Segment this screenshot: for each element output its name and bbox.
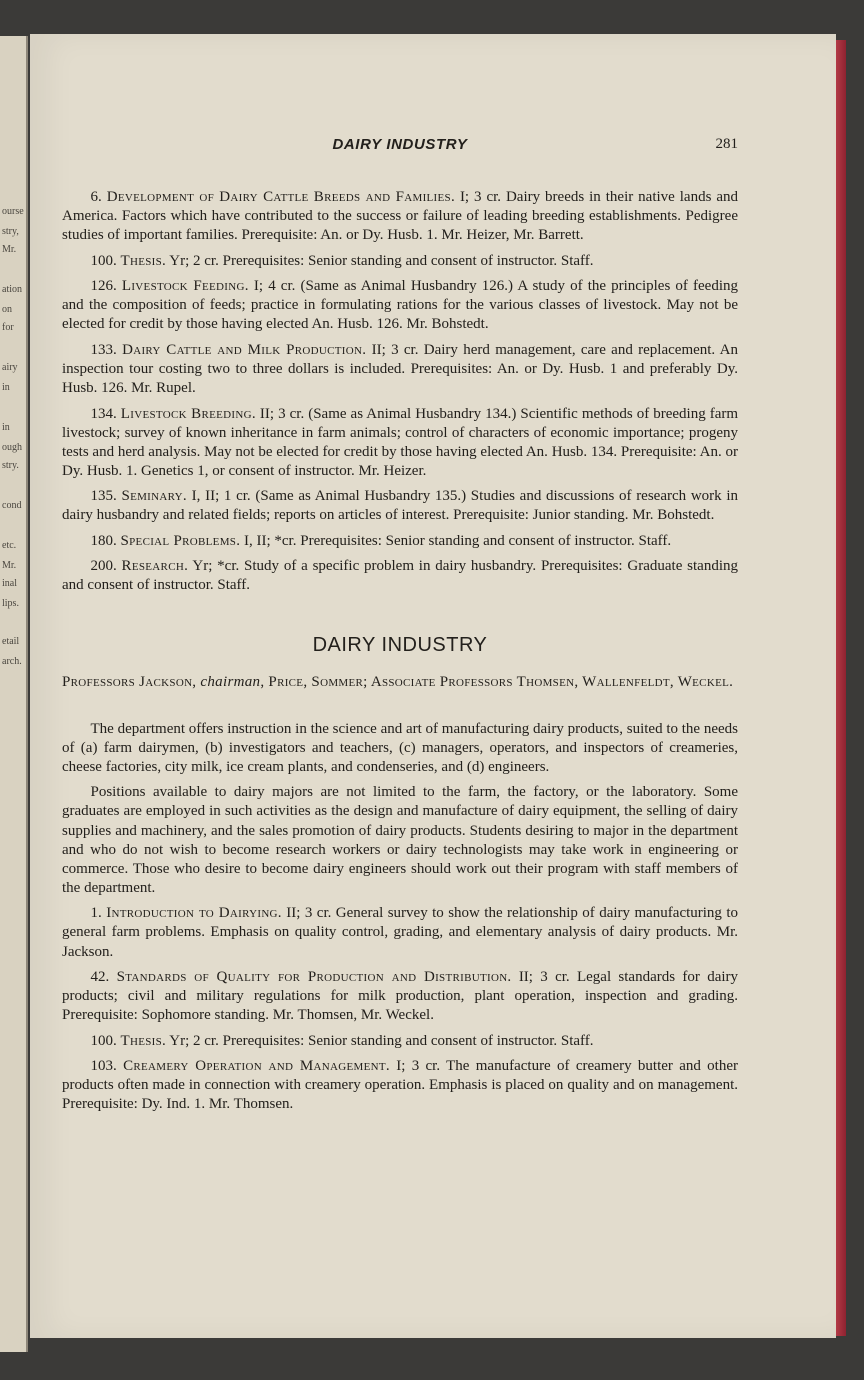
margin-fragment: Mr. [2, 244, 17, 255]
book-page [30, 34, 836, 1338]
course-number: 42. [90, 969, 110, 985]
course-description: II; 3 cr. General survey to show the relationship of dairy manufacturing to general farm problems. Emphasis on quality control, grading, and elementary analysis of dairy products. Mr. Jackson. [62, 905, 739, 960]
course-entry [62, 1057, 738, 1114]
margin-fragment: cond [2, 500, 22, 511]
course-title: Creamery Operation and Management. [123, 1058, 390, 1075]
course-entry [62, 1032, 738, 1051]
course-description: I; 3 cr. The manufacture of creamery butter and other products often made in connection with creamery operation. Emphasis is placed on quality and on management. Prerequisite: Dy. Ind. 1. Mr. Thomsen. [62, 1058, 738, 1113]
course-entry [62, 968, 738, 1025]
course-description: Yr; 2 cr. Prerequisites: Senior standing and consent of instructor. Staff. [169, 252, 594, 269]
course-number: 200. [90, 558, 117, 575]
page-body [62, 188, 738, 1121]
course-description: I; 3 cr. Dairy breeds in their native lands and America. Factors which have contributed to the success or failure of leading breeding establishments. Pedigree studies of important families. Prerequisite: An. or Dy. Husb. 1. Mr. Heizer, Mr. Barrett. [62, 189, 738, 244]
page-number: 281 [715, 136, 738, 152]
margin-fragment: for [2, 322, 14, 333]
margin-fragment: etail [2, 636, 20, 647]
course-number: 135. [90, 488, 117, 505]
course-entry [62, 557, 738, 595]
page-edge [836, 40, 846, 1336]
margin-fragment: stry, [2, 226, 19, 237]
course-title: Livestock Feeding. [121, 278, 249, 295]
course-entry [62, 487, 738, 525]
margin-fragment: inal [2, 578, 17, 589]
section-heading: DAIRY INDUSTRY [312, 633, 488, 656]
course-description: I, II; *cr. Prerequisites: Senior standing and consent of instructor. Staff. [244, 532, 672, 549]
course-title: Introduction to Dairying. [106, 905, 282, 922]
course-number: 134. [90, 405, 117, 422]
course-description: I, II; 1 cr. (Same as Animal Husbandry 135.) Studies and discussions of research work in dairy husbandry and related fields; reports on articles of interest. Prerequisite: Junior standing. Mr. Bohstedt. [62, 488, 739, 524]
course-entry [62, 405, 738, 481]
faculty-professors: Professors Jackson, [62, 673, 201, 690]
course-title: Dairy Cattle and Milk Production. [122, 341, 367, 358]
course-number: 100. [90, 252, 117, 269]
course-title: Special Problems. [120, 532, 241, 549]
margin-fragment: in [2, 422, 10, 433]
course-title: Thesis. [120, 1032, 167, 1049]
course-list-dairy-husbandry [62, 188, 738, 596]
margin-fragment: etc. [2, 540, 17, 551]
course-number: 1. [90, 905, 102, 922]
margin-fragment: ation [2, 284, 22, 295]
course-list-dairy-industry [62, 904, 738, 1114]
facing-page-edge [0, 36, 28, 1352]
course-title: Research. [121, 558, 189, 575]
running-title: DAIRY INDUSTRY [332, 136, 468, 153]
margin-fragment: ough [2, 442, 22, 453]
course-number: 100. [90, 1032, 117, 1049]
course-title: Standards of Quality for Production and Distribution. [116, 969, 512, 985]
faculty-rest: , Price, Sommer; Associate Professors Thomsen, Wallenfeldt, Weckel. [260, 673, 734, 690]
intro-paragraph: The department offers instruction in the science and art of manufacturing dairy products, suited to the needs of (a) farm dairymen, (b) investigators and teachers, (c) managers, operators, and inspectors of creameries, cheese factories, city milk, ice cream plants, and condenseries, and (d) engineers. [62, 720, 738, 775]
margin-fragment: Mr. [2, 560, 17, 571]
course-number: 133. [90, 341, 117, 358]
course-description: I; 4 cr. (Same as Animal Husbandry 126.) A study of the principles of feeding and the composition of feeds; practice in formulating rations for the various classes of livestock. May not be elected for credit by those having elected An. Husb. 126. Mr. Bohstedt. [62, 278, 739, 333]
margin-fragment: lips. [2, 598, 19, 609]
course-entry [62, 252, 738, 271]
margin-fragment: stry. [2, 460, 19, 471]
course-number: 126. [90, 278, 117, 295]
margin-fragment: airy [2, 362, 18, 373]
margin-fragment: on [2, 304, 12, 315]
running-header [62, 136, 738, 156]
positions-paragraph: Positions available to dairy majors are not limited to the farm, the factory, or the laboratory. Some graduates are employed in such activities as the design and manufacture of dairy equipment, the selling of dairy supplies and machinery, and the sales promotion of dairy products. Students desiring to major in the department and who do not wish to become research workers or dairy technologists may take work in engineering or commerce. Those who desire to become dairy engineers should work out their program with staff members of the department. [62, 784, 738, 896]
course-entry [62, 532, 738, 551]
faculty-chairman: chairman [200, 673, 261, 690]
course-entry [62, 188, 738, 245]
course-title: Development of Dairy Cattle Breeds and Families. [106, 189, 455, 205]
course-description: II; 3 cr. Legal standards for dairy products; civil and military regulations for milk production, plant operation, inspection and grading. Prerequisite: Sophomore standing. Mr. Thomsen, Mr. Weckel. [62, 969, 739, 1024]
course-entry [62, 904, 738, 961]
margin-fragment: in [2, 382, 10, 393]
course-description: II; 3 cr. Dairy herd management, care and replacement. An inspection tour costing two to three dollars is included. Prerequisites: An. or Dy. Husb. 1 and preferably Dy. Husb. 126. Mr. Rupel. [62, 341, 739, 397]
course-description: II; 3 cr. (Same as Animal Husbandry 134.) Scientific methods of breeding farm livestock; survey of known inheritance in farm animals; control of characters of economic importance; progeny tests and herd analysis. May not be elected for credit by those having elected An. Husb. 134. Prerequisite: An. or Dy. Husb. 1. Genetics 1, or consent of instructor. Mr. Heizer. [62, 405, 739, 479]
course-title: Livestock Breeding. [120, 405, 256, 422]
course-entry [62, 341, 738, 398]
faculty-list [62, 673, 738, 692]
course-title: Seminary. [121, 488, 187, 505]
course-number: 103. [90, 1058, 117, 1075]
margin-fragment: arch. [2, 656, 22, 667]
course-entry [62, 277, 738, 334]
margin-fragment: ourse [2, 206, 24, 217]
course-description: Yr; 2 cr. Prerequisites: Senior standing and consent of instructor. Staff. [169, 1032, 594, 1049]
course-description: Yr; *cr. Study of a specific problem in dairy husbandry. Prerequisites: Graduate standing and consent of instructor. Staff. [62, 558, 738, 594]
course-number: 180. [90, 532, 117, 549]
course-number: 6. [90, 189, 102, 205]
course-title: Thesis. [120, 252, 167, 269]
